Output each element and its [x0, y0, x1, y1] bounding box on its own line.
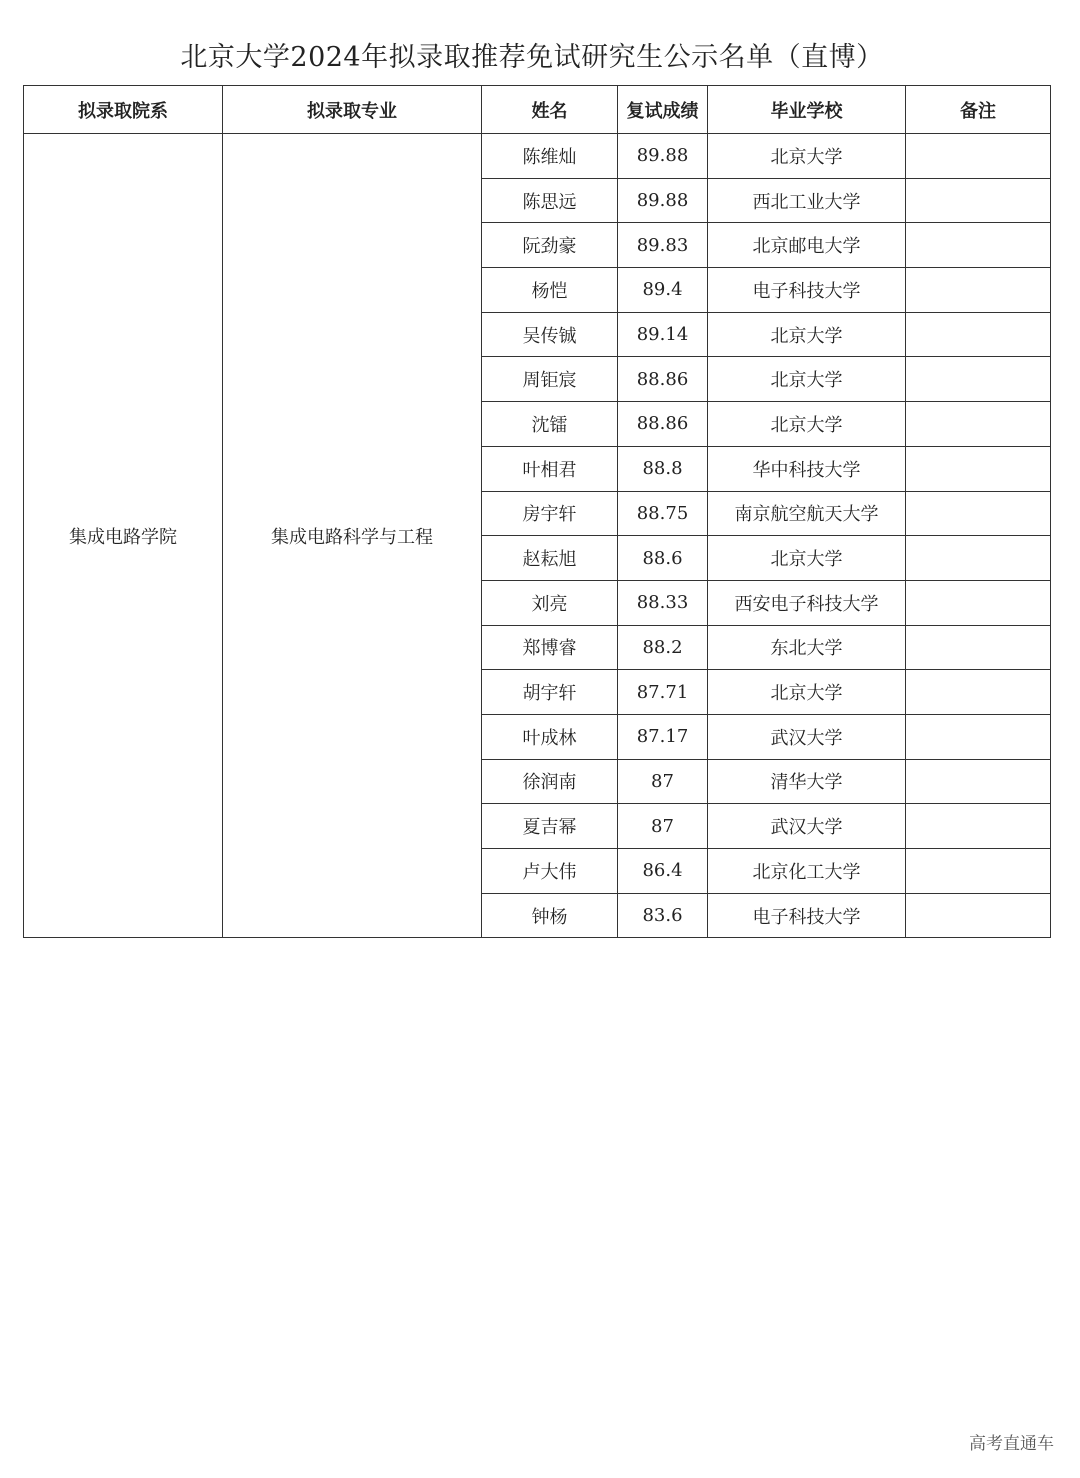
- remark-cell: [906, 849, 1051, 894]
- school-cell: 北京化工大学: [708, 849, 906, 894]
- remark-cell: [906, 134, 1051, 179]
- school-cell: 华中科技大学: [708, 446, 906, 491]
- score-cell: 88.86: [618, 402, 708, 447]
- score-cell: 88.8: [618, 446, 708, 491]
- header-major: 拟录取专业: [223, 86, 482, 134]
- remark-cell: [906, 268, 1051, 313]
- admission-table: [23, 85, 1051, 938]
- table-header-row: [24, 86, 1051, 134]
- school-cell: 北京大学: [708, 536, 906, 581]
- remark-cell: [906, 580, 1051, 625]
- school-cell: 清华大学: [708, 759, 906, 804]
- name-cell: 吴传铖: [482, 312, 618, 357]
- remark-cell: [906, 357, 1051, 402]
- score-cell: 88.33: [618, 580, 708, 625]
- score-cell: 87: [618, 759, 708, 804]
- remark-cell: [906, 178, 1051, 223]
- school-cell: 西安电子科技大学: [708, 580, 906, 625]
- remark-cell: [906, 446, 1051, 491]
- school-cell: 武汉大学: [708, 714, 906, 759]
- score-cell: 83.6: [618, 893, 708, 938]
- school-cell: 北京大学: [708, 402, 906, 447]
- school-cell: 电子科技大学: [708, 893, 906, 938]
- name-cell: 周钜宸: [482, 357, 618, 402]
- score-cell: 89.83: [618, 223, 708, 268]
- remark-cell: [906, 804, 1051, 849]
- score-cell: 87: [618, 804, 708, 849]
- remark-cell: [906, 402, 1051, 447]
- header-remark: 备注: [906, 86, 1051, 134]
- remark-cell: [906, 223, 1051, 268]
- name-cell: 陈思远: [482, 178, 618, 223]
- school-cell: 北京大学: [708, 670, 906, 715]
- score-cell: 87.17: [618, 714, 708, 759]
- major-cell: 集成电路科学与工程: [223, 134, 482, 938]
- remark-cell: [906, 714, 1051, 759]
- score-cell: 88.86: [618, 357, 708, 402]
- name-cell: 杨恺: [482, 268, 618, 313]
- remark-cell: [906, 536, 1051, 581]
- school-cell: 电子科技大学: [708, 268, 906, 313]
- score-cell: 88.6: [618, 536, 708, 581]
- name-cell: 陈维灿: [482, 134, 618, 179]
- remark-cell: [906, 670, 1051, 715]
- name-cell: 胡宇轩: [482, 670, 618, 715]
- name-cell: 刘亮: [482, 580, 618, 625]
- school-cell: 武汉大学: [708, 804, 906, 849]
- score-cell: 89.88: [618, 134, 708, 179]
- name-cell: 徐润南: [482, 759, 618, 804]
- name-cell: 沈镭: [482, 402, 618, 447]
- name-cell: 阮劲豪: [482, 223, 618, 268]
- school-cell: 东北大学: [708, 625, 906, 670]
- header-name: 姓名: [482, 86, 618, 134]
- score-cell: 89.88: [618, 178, 708, 223]
- school-cell: 北京大学: [708, 312, 906, 357]
- name-cell: 郑博睿: [482, 625, 618, 670]
- department-cell: 集成电路学院: [24, 134, 223, 938]
- remark-cell: [906, 312, 1051, 357]
- remark-cell: [906, 491, 1051, 536]
- score-cell: 86.4: [618, 849, 708, 894]
- score-cell: 89.4: [618, 268, 708, 313]
- score-cell: 87.71: [618, 670, 708, 715]
- name-cell: 叶相君: [482, 446, 618, 491]
- header-school: 毕业学校: [708, 86, 906, 134]
- score-cell: 88.2: [618, 625, 708, 670]
- name-cell: 夏吉幂: [482, 804, 618, 849]
- page-title: 北京大学2024年拟录取推荐免试研究生公示名单（直博）: [180, 42, 884, 73]
- school-cell: 北京邮电大学: [708, 223, 906, 268]
- school-cell: 北京大学: [708, 357, 906, 402]
- remark-cell: [906, 625, 1051, 670]
- school-cell: 北京大学: [708, 134, 906, 179]
- name-cell: 房宇轩: [482, 491, 618, 536]
- name-cell: 钟杨: [482, 893, 618, 938]
- table-row: [24, 134, 1051, 179]
- school-cell: 西北工业大学: [708, 178, 906, 223]
- name-cell: 卢大伟: [482, 849, 618, 894]
- remark-cell: [906, 893, 1051, 938]
- score-cell: 88.75: [618, 491, 708, 536]
- name-cell: 叶成林: [482, 714, 618, 759]
- watermark: 高考直通车: [969, 1434, 1054, 1454]
- header-department: 拟录取院系: [24, 86, 223, 134]
- school-cell: 南京航空航天大学: [708, 491, 906, 536]
- header-score: 复试成绩: [618, 86, 708, 134]
- score-cell: 89.14: [618, 312, 708, 357]
- name-cell: 赵耘旭: [482, 536, 618, 581]
- remark-cell: [906, 759, 1051, 804]
